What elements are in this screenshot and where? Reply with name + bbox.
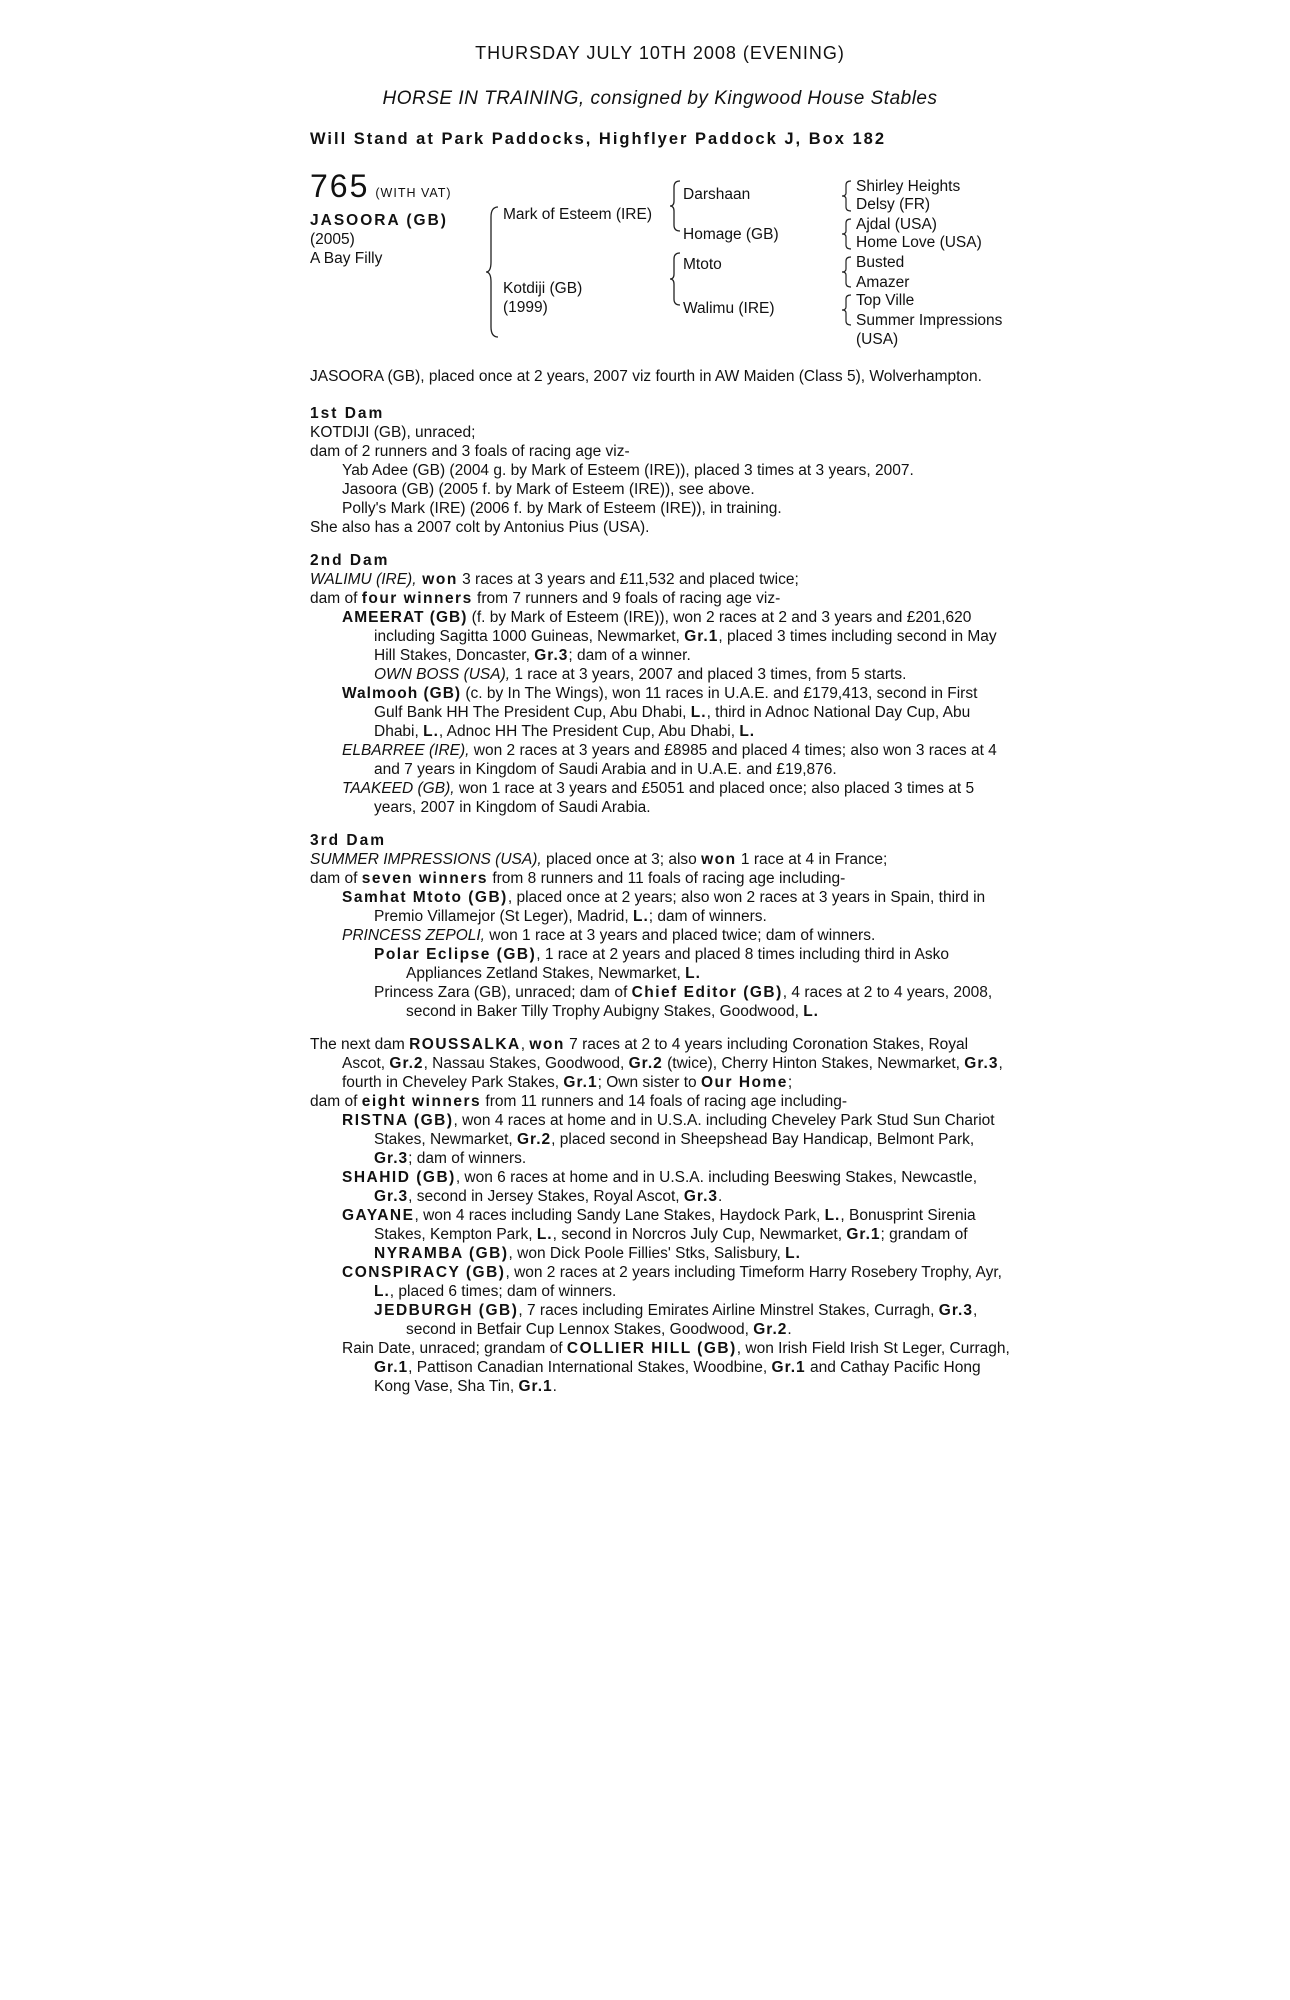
ancestor: Home Love (USA) [856, 234, 982, 251]
consignor-line: HORSE IN TRAINING, consigned by Kingwood House Stables [382, 88, 938, 109]
horse-name: RISTNA (GB) [342, 1112, 454, 1129]
dam-year: (1999) [503, 299, 548, 316]
grade: Gr.3 [374, 1150, 409, 1167]
text: , Pattison Canadian International Stakes, Woodbine, [408, 1359, 772, 1376]
text: . [718, 1188, 723, 1205]
text: . [552, 1378, 557, 1395]
text: , 7 races including Emirates Airline Minstrel Stakes, Curragh, [518, 1302, 939, 1319]
winners-count: eight winners [361, 1093, 482, 1110]
text: , placed once at 2 years; also won 2 races at 3 years in Spain, third in Premio Villamejor (St Leger), Madrid, [374, 889, 986, 925]
dam-record: 3 races at 3 years and £11,532 and placed twice; [457, 571, 799, 588]
produce-entry [310, 945, 1010, 983]
ancestor: Delsy (FR) [856, 196, 931, 213]
text: 7 races at 2 to 4 years including Coronation Stakes, Royal Ascot, [342, 1036, 969, 1072]
text: from 8 runners and 11 foals of racing age including- [488, 870, 846, 887]
grade: Gr.1 [846, 1226, 881, 1243]
text: ; grandam of [880, 1226, 968, 1243]
catalogue-page [310, 44, 1010, 1406]
dam-line [310, 570, 1010, 589]
ancestor: Ajdal (USA) [856, 216, 937, 233]
pedigree-table [310, 168, 1010, 359]
third-dam-section [310, 831, 1010, 1021]
grade: Gr.1 [374, 1359, 409, 1376]
ancestor: Shirley Heights [856, 178, 961, 195]
produce-entry [310, 684, 1010, 741]
horse-description: A Bay Filly [310, 250, 383, 267]
text: and Cathay Pacific Hong Kong Vase, Sha Tin, [374, 1359, 981, 1395]
text: , 1 race at 2 years and placed 8 times including third in Asko Appliances Zetland Stakes, Newmarket, [406, 946, 949, 982]
won-text: won [416, 571, 458, 588]
text: 1 race at 4 in France; [736, 851, 888, 868]
text: (f. by Mark of Esteem (IRE)), won 2 races at 2 and 3 years and £201,620 including Sagitta 1000 Guineas, Newmarket, [374, 609, 972, 645]
dam-name: WALIMU (IRE), [310, 571, 417, 588]
produce-entry [310, 1339, 1010, 1396]
ancestor: Top Ville [856, 292, 915, 309]
text: . [787, 1321, 792, 1338]
section-heading: 2nd Dam [310, 552, 390, 569]
produce-entry [310, 665, 1010, 684]
text: from 7 runners and 9 foals of racing age viz- [472, 590, 781, 607]
pedigree-brace [670, 181, 682, 231]
text: won 1 race at 3 years and £5051 and placed once; also placed 3 times at 5 years, 2007 in Kingdom of Saudi Arabia. [374, 780, 975, 816]
produce-entry [310, 983, 1010, 1021]
won-text: won [701, 851, 737, 868]
pedigree-brace [842, 295, 852, 325]
grade: Gr.1 [518, 1378, 553, 1395]
produce-entry [310, 1168, 1010, 1206]
horse-name: JEDBURGH (GB) [374, 1302, 519, 1319]
ancestor: Busted [856, 254, 905, 271]
horse-name: Walmooh (GB) [342, 685, 462, 702]
next-dam-section [310, 1035, 1010, 1396]
pedigree-brace [670, 253, 682, 305]
produce-entry: Yab Adee (GB) (2004 g. by Mark of Esteem (IRE)), placed 3 times at 3 years, 2007. [342, 462, 914, 479]
produce-entry: Jasoora (GB) (2005 f. by Mark of Esteem (IRE)), see above. [342, 481, 755, 498]
horse-name: JASOORA (GB) [310, 212, 448, 229]
text: from 11 runners and 14 foals of racing age including- [481, 1093, 848, 1110]
ancestor: Amazer [856, 274, 910, 291]
won-text: won [529, 1036, 565, 1053]
grade: L. [536, 1226, 553, 1243]
dam-line [310, 1092, 1010, 1111]
grade: Gr.2 [753, 1321, 788, 1338]
text: , second in Norcros July Cup, Newmarket, [552, 1226, 847, 1243]
text: , won 2 races at 2 years including Timeform Harry Rosebery Trophy, Ayr, [505, 1264, 1002, 1281]
dam-sire: Mtoto [683, 256, 722, 273]
text: The next dam [310, 1036, 410, 1053]
grade: L. [739, 723, 756, 740]
text: , placed 3 times including second in May Hill Stakes, Doncaster, [374, 628, 997, 664]
produce-entry [310, 1111, 1010, 1168]
text: ; dam of a winner. [568, 647, 691, 664]
section-heading: 3rd Dam [310, 832, 387, 849]
dam: Kotdiji (GB) [503, 280, 583, 297]
text: , Bonusprint Sirenia Stakes, Kempton Park, [374, 1207, 976, 1243]
horse-name: PRINCESS ZEPOLI, [342, 927, 485, 944]
pedigree-brace [842, 257, 852, 287]
lot-number: 765 [310, 168, 370, 204]
dam-name: SUMMER IMPRESSIONS (USA), [310, 851, 542, 868]
produce-entry [310, 1301, 1010, 1339]
grade: Gr.1 [684, 628, 719, 645]
grade: Gr.3 [938, 1302, 973, 1319]
text: Princess Zara (GB), unraced; dam of [374, 984, 632, 1001]
text: dam of [310, 1093, 362, 1110]
text: , won 6 races at home and in U.S.A. including Beeswing Stakes, Newcastle, [455, 1169, 978, 1186]
grade: L. [690, 704, 707, 721]
ancestor: (USA) [856, 331, 899, 348]
text: ; dam of winners. [408, 1150, 527, 1167]
second-dam-section [310, 551, 1010, 817]
text: dam of [310, 590, 362, 607]
pedigree-brace [842, 181, 852, 211]
horse-name: CONSPIRACY (GB) [342, 1264, 506, 1281]
grade: Gr.3 [374, 1188, 409, 1205]
grade: L. [785, 1245, 801, 1262]
horse-name: OWN BOSS (USA), [374, 666, 511, 683]
winners-count: four winners [361, 590, 473, 607]
text: , won 4 races at home and in U.S.A. including Cheveley Park Stud Sun Chariot Stakes, Newmarket, [374, 1112, 995, 1148]
dam-line [310, 850, 1010, 869]
grade: Gr.2 [389, 1055, 424, 1072]
text: , Nassau Stakes, Goodwood, [423, 1055, 629, 1072]
produce-entry [310, 1263, 1010, 1301]
produce-entry [310, 1206, 1010, 1263]
grade: L. [374, 1283, 390, 1300]
horse-year: (2005) [310, 231, 355, 248]
produce-entry [310, 741, 1010, 779]
horse-name: GAYANE [342, 1207, 415, 1224]
sire-sire: Darshaan [683, 186, 751, 203]
horse-name: Our Home [700, 1074, 788, 1091]
text: won 1 race at 3 years and placed twice; dam of winners. [484, 927, 876, 944]
stand-location: Will Stand at Park Paddocks, Highflyer Paddock J, Box 182 [310, 130, 886, 148]
dam-line [310, 589, 1010, 608]
text: , third in Adnoc National Day Cup, Abu Dhabi, [374, 704, 971, 740]
produce-entry: Polly's Mark (IRE) (2006 f. by Mark of Esteem (IRE)), in training. [342, 500, 782, 517]
text: , won Dick Poole Fillies' Stks, Salisbury, [508, 1245, 786, 1262]
grade: Gr.3 [534, 647, 569, 664]
winners-count: seven winners [361, 870, 489, 887]
grade: Gr.2 [628, 1055, 663, 1072]
produce-entry [310, 608, 1010, 665]
text: ; Own sister to [597, 1074, 701, 1091]
first-dam-section [310, 404, 1010, 537]
pedigree-brace [486, 207, 500, 337]
horse-name: COLLIER HILL (GB) [566, 1340, 737, 1357]
horse-name: AMEERAT (GB) [342, 609, 468, 626]
text: , placed second in Sheepshead Bay Handicap, Belmont Park, [551, 1131, 975, 1148]
horse-name: SHAHID (GB) [342, 1169, 456, 1186]
text: Rain Date, unraced; grandam of [342, 1340, 567, 1357]
horse-name: Polar Eclipse (GB) [374, 946, 537, 963]
produce-entry [310, 926, 1010, 945]
grade: Gr.3 [683, 1188, 719, 1205]
horse-name: TAAKEED (GB), [342, 780, 455, 797]
text: , 4 races at 2 to 4 years, 2008, second in Baker Tilly Trophy Aubigny Stakes, Goodwood, [406, 984, 993, 1020]
grade: L. [803, 1003, 819, 1020]
grade: L. [824, 1207, 841, 1224]
produce-entry [310, 779, 1010, 817]
text: , second in Jersey Stakes, Royal Ascot, [408, 1188, 684, 1205]
text: placed once at 3; also [541, 851, 702, 868]
grade: Gr.1 [771, 1359, 806, 1376]
text: ; [787, 1074, 793, 1091]
race-record: JASOORA (GB), placed once at 2 years, 2007 viz fourth in AW Maiden (Class 5), Wolverhampton. [310, 368, 982, 385]
horse-name: Samhat Mtoto (GB) [342, 889, 508, 906]
section-heading: 1st Dam [310, 405, 385, 422]
text: (twice), Cherry Hinton Stakes, Newmarket, [662, 1055, 965, 1072]
horse-name: ELBARREE (IRE), [342, 742, 470, 759]
sire: Mark of Esteem (IRE) [503, 206, 652, 223]
ancestor: Summer Impressions [856, 312, 1003, 329]
text: , won Irish Field Irish St Leger, Curragh, [736, 1340, 1010, 1357]
text: , placed 6 times; dam of winners. [389, 1283, 617, 1300]
grade: L. [633, 908, 649, 925]
horse-name: NYRAMBA (GB) [374, 1245, 509, 1262]
produce-entry [310, 888, 1010, 926]
text: (c. by In The Wings), won 11 races in U.A.E. and £179,413, second in First Gulf Bank HH The President Cup, Abu Dhabi, [374, 685, 978, 721]
horse-name: Chief Editor (GB) [631, 984, 783, 1001]
dam-name: ROUSSALKA [409, 1036, 521, 1053]
text: , won 4 races including Sandy Lane Stakes, Haydock Park, [414, 1207, 825, 1224]
grade: Gr.2 [517, 1131, 552, 1148]
pedigree-brace [842, 219, 852, 249]
sale-date: THURSDAY JULY 10TH 2008 (EVENING) [475, 43, 845, 63]
dam-line: KOTDIJI (GB), unraced; [310, 424, 476, 441]
dam-line [310, 1035, 1010, 1092]
text: dam of [310, 870, 362, 887]
text: 1 race at 3 years, 2007 and placed 3 times, from 5 starts. [510, 666, 907, 683]
text: , [520, 1036, 530, 1053]
vat-note: (WITH VAT) [375, 186, 452, 200]
grade: L. [423, 723, 439, 740]
text: , second in Betfair Cup Lennox Stakes, Goodwood, [406, 1302, 978, 1338]
text: won 2 races at 3 years and £8985 and placed 4 times; also won 3 races at 4 and 7 years in Kingdom of Saudi Arabia and in U.A.E. and £19,876. [374, 742, 997, 778]
dam-line [310, 869, 1010, 888]
text: , fourth in Cheveley Park Stakes, [342, 1055, 1003, 1091]
grade: L. [685, 965, 701, 982]
grade: Gr.3 [964, 1055, 999, 1072]
dam-dam: Walimu (IRE) [683, 300, 775, 317]
text: ; dam of winners. [648, 908, 767, 925]
grade: Gr.1 [563, 1074, 598, 1091]
dam-line: She also has a 2007 colt by Antonius Pius (USA). [310, 519, 650, 536]
dam-line: dam of 2 runners and 3 foals of racing age viz- [310, 443, 630, 460]
lot-block [310, 168, 452, 268]
text: , Adnoc HH The President Cup, Abu Dhabi, [438, 723, 740, 740]
sire-dam: Homage (GB) [683, 226, 779, 243]
